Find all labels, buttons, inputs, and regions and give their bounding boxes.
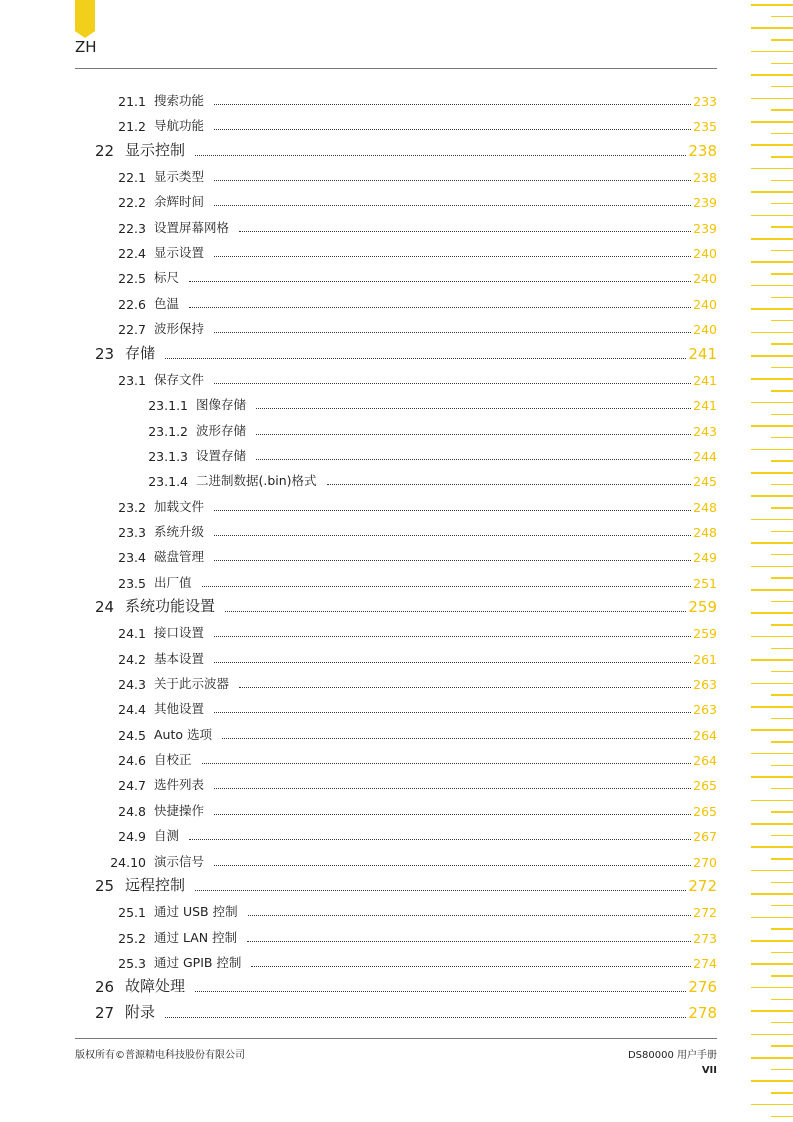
toc-entry-page: 240	[693, 322, 717, 338]
ruler-tick	[771, 1116, 793, 1118]
toc-leader-dots	[214, 205, 691, 206]
toc-entry-title: 加载文件	[154, 498, 205, 514]
toc-entry-title: 标尺	[154, 270, 180, 286]
ruler-tick	[751, 495, 793, 497]
footer-divider	[75, 1038, 717, 1039]
toc-entry-title: 系统功能设置	[125, 597, 216, 615]
toc-entry[interactable]	[108, 216, 717, 236]
ruler-tick	[751, 776, 793, 778]
copyright-text: 版权所有©普源精电科技股份有限公司	[75, 1050, 245, 1061]
toc-leader-dots	[256, 459, 691, 460]
toc-entry-page: 241	[693, 372, 717, 388]
toc-entry-page: 274	[693, 955, 717, 971]
toc-entry[interactable]	[108, 723, 717, 743]
toc-entry-number: 23.1	[118, 372, 146, 388]
ruler-tick	[751, 870, 793, 872]
ruler-tick	[751, 285, 793, 287]
toc-entry-page: 239	[693, 195, 717, 211]
ruler-tick	[771, 86, 793, 88]
toc-entry[interactable]	[108, 165, 717, 185]
toc-entry-page: 259	[688, 598, 717, 616]
ruler-tick	[771, 577, 793, 579]
toc-entry-number: 25.3	[118, 955, 146, 971]
toc-entry-page: 235	[693, 119, 717, 135]
toc-entry-number: 23.1.4	[148, 474, 188, 490]
ruler-tick	[771, 320, 793, 322]
ruler-tick	[771, 554, 793, 556]
ruler-tick	[751, 378, 793, 380]
ruler-tick	[751, 402, 793, 404]
ruler-tick	[771, 718, 793, 720]
toc-entry-number: 24.6	[118, 753, 146, 769]
page-number: VII	[701, 1065, 717, 1076]
ruler-tick	[771, 1069, 793, 1071]
toc-entry[interactable]	[95, 1002, 717, 1022]
ruler-tick	[751, 940, 793, 942]
ruler-tick	[771, 297, 793, 299]
toc-entry-page: 248	[693, 524, 717, 540]
ruler-tick	[751, 589, 793, 591]
ruler-tick	[751, 425, 793, 427]
toc-entry[interactable]	[140, 469, 717, 489]
toc-entry[interactable]	[108, 368, 717, 388]
toc-leader-dots	[189, 281, 691, 282]
ruler-tick	[771, 999, 793, 1001]
toc-entry-number: 24.7	[118, 778, 146, 794]
toc-entry-page: 267	[693, 829, 717, 845]
ruler-tick	[771, 788, 793, 790]
ruler-tick	[771, 250, 793, 252]
ruler-tick	[751, 823, 793, 825]
toc-entry[interactable]	[108, 241, 717, 261]
ruler-tick	[771, 1045, 793, 1047]
toc-entry[interactable]	[108, 672, 717, 692]
toc-entry-title: 通过 USB 控制	[154, 904, 238, 920]
ruler-tick	[771, 1092, 793, 1094]
toc-entry-title: 通过 GPIB 控制	[154, 954, 242, 970]
toc-leader-dots	[165, 358, 686, 359]
toc-entry[interactable]	[108, 926, 717, 946]
toc-entry-number: 24.3	[118, 677, 146, 693]
toc-entry-title: 远程控制	[125, 875, 186, 894]
ruler-tick	[751, 729, 793, 731]
ruler-tick	[751, 893, 793, 895]
toc-entry-title: 选件列表	[154, 777, 205, 793]
toc-entry-title: 设置屏幕网格	[154, 219, 230, 235]
toc-leader-dots	[214, 636, 691, 637]
toc-entry-number: 26	[95, 978, 115, 997]
toc-leader-dots	[214, 180, 691, 181]
toc-entry-number: 24.2	[118, 651, 146, 667]
toc-entry-title: 自校正	[154, 752, 192, 768]
toc-leader-dots	[195, 890, 686, 891]
toc-entry-number: 23.4	[118, 550, 146, 566]
toc-leader-dots	[214, 510, 691, 511]
toc-entry-number: 23.1.3	[148, 448, 188, 464]
toc-entry-title: 系统升级	[154, 523, 205, 539]
ruler-tick	[771, 952, 793, 954]
ruler-tick	[771, 648, 793, 650]
ruler-tick	[751, 449, 793, 451]
ruler-tick	[771, 226, 793, 228]
toc-entry-title: 图像存储	[196, 397, 247, 413]
ruler-tick	[771, 741, 793, 743]
ruler-tick	[751, 472, 793, 474]
ruler-tick	[751, 612, 793, 614]
toc-entry-page: 263	[693, 677, 717, 693]
chapter-tab-marker	[75, 0, 95, 38]
toc-leader-dots	[202, 763, 692, 764]
ruler-tick	[751, 846, 793, 848]
toc-entry-number: 27	[95, 1003, 115, 1022]
toc-entry[interactable]	[95, 596, 717, 616]
toc-leader-dots	[165, 1017, 686, 1018]
ruler-tick	[751, 144, 793, 146]
toc-leader-dots	[327, 484, 692, 485]
toc-entry-title: 附录	[125, 1002, 156, 1021]
toc-entry-number: 22	[95, 141, 115, 160]
toc-entry-page: 248	[693, 499, 717, 515]
ruler-tick	[751, 659, 793, 661]
toc-entry-page: 263	[693, 702, 717, 718]
toc-leader-dots	[214, 788, 691, 789]
toc-entry-page: 276	[688, 978, 717, 997]
toc-entry[interactable]	[108, 951, 717, 971]
toc-leader-dots	[202, 586, 692, 587]
toc-entry-number: 24.8	[118, 803, 146, 819]
toc-entry[interactable]	[108, 190, 717, 210]
ruler-tick	[771, 367, 793, 369]
toc-leader-dots	[214, 129, 691, 130]
toc-entry[interactable]	[108, 799, 717, 819]
ruler-tick	[771, 390, 793, 392]
language-label: ZH	[75, 38, 97, 56]
toc-entry-title: 通过 LAN 控制	[154, 929, 238, 945]
toc-entry-page: 240	[693, 296, 717, 312]
toc-entry-page: 241	[693, 398, 717, 414]
toc-entry-title: 波形存储	[196, 422, 247, 438]
toc-entry-page: 278	[688, 1003, 717, 1022]
toc-leader-dots	[239, 687, 691, 688]
toc-entry-number: 24.5	[118, 727, 146, 743]
ruler-tick	[771, 16, 793, 18]
toc-leader-dots	[214, 560, 691, 561]
toc-entry-number: 25.2	[118, 930, 146, 946]
ruler-tick	[771, 1022, 793, 1024]
manual-title: DS80000 用户手册	[627, 1050, 717, 1061]
ruler-tick	[771, 437, 793, 439]
toc-entry-title: 关于此示波器	[154, 676, 230, 692]
toc-entry[interactable]	[108, 89, 717, 109]
toc-entry-page: 240	[693, 271, 717, 287]
header-divider	[75, 68, 717, 69]
toc-leader-dots	[195, 155, 686, 156]
ruler-tick	[751, 1010, 793, 1012]
toc-leader-dots	[214, 662, 691, 663]
toc-entry-page: 233	[693, 94, 717, 109]
ruler-tick	[751, 332, 793, 334]
toc-entry[interactable]	[108, 697, 717, 717]
toc-entry-title: 余辉时间	[154, 194, 205, 210]
ruler-tick	[751, 51, 793, 53]
ruler-tick	[751, 753, 793, 755]
toc-entry[interactable]	[95, 343, 717, 363]
ruler-tick	[751, 121, 793, 123]
toc-leader-dots	[214, 383, 691, 384]
toc-entry-number: 23.3	[118, 524, 146, 540]
toc-entry-page: 272	[688, 876, 717, 895]
toc-leader-dots	[251, 966, 691, 967]
ruler-tick	[771, 133, 793, 135]
side-ruler-decoration	[745, 0, 793, 1122]
toc-entry-number: 23.1.1	[148, 398, 188, 414]
ruler-tick	[771, 63, 793, 65]
toc-entry-number: 23.2	[118, 499, 146, 515]
ruler-tick	[771, 694, 793, 696]
ruler-tick	[751, 191, 793, 193]
toc-leader-dots	[256, 408, 691, 409]
toc-entry[interactable]	[108, 266, 717, 286]
ruler-tick	[751, 542, 793, 544]
toc-entry-page: 265	[693, 778, 717, 794]
toc-entry-page: 264	[693, 753, 717, 769]
ruler-tick	[771, 601, 793, 603]
toc-entry-page: 270	[693, 854, 717, 870]
toc-entry[interactable]	[108, 520, 717, 540]
toc-entry-page: 273	[693, 930, 717, 946]
toc-leader-dots	[189, 307, 691, 308]
ruler-tick	[771, 975, 793, 977]
toc-entry[interactable]	[108, 571, 717, 591]
toc-entry-title: 保存文件	[154, 371, 205, 387]
ruler-tick	[771, 858, 793, 860]
ruler-tick	[771, 156, 793, 158]
toc-entry-page: 241	[688, 344, 717, 363]
toc-entry-number: 22.1	[118, 170, 146, 186]
toc-entry-number: 24.4	[118, 702, 146, 718]
toc-leader-dots	[214, 712, 691, 713]
ruler-tick	[771, 109, 793, 111]
ruler-tick	[751, 963, 793, 965]
toc-leader-dots	[214, 256, 691, 257]
ruler-tick	[751, 800, 793, 802]
toc-entry-number: 22.7	[118, 322, 146, 338]
toc-entry-number: 22.6	[118, 296, 146, 312]
toc-leader-dots	[248, 915, 692, 916]
ruler-tick	[771, 39, 793, 41]
ruler-tick	[751, 706, 793, 708]
toc-leader-dots	[239, 231, 691, 232]
toc-entry[interactable]	[108, 545, 717, 565]
ruler-tick	[751, 917, 793, 919]
toc-leader-dots	[195, 991, 686, 992]
ruler-tick	[771, 765, 793, 767]
toc-leader-dots	[214, 104, 691, 105]
toc-entry-title: 导航功能	[154, 118, 205, 134]
ruler-tick	[771, 671, 793, 673]
toc-entry[interactable]	[108, 292, 717, 312]
toc-leader-dots	[189, 839, 691, 840]
toc-entry-page: 239	[693, 220, 717, 236]
toc-entry-number: 24.1	[118, 626, 146, 642]
toc-leader-dots	[222, 738, 691, 739]
ruler-tick	[771, 507, 793, 509]
ruler-tick	[751, 519, 793, 521]
toc-entry[interactable]	[108, 824, 717, 844]
toc-entry[interactable]	[140, 444, 717, 464]
ruler-tick	[751, 566, 793, 568]
ruler-tick	[751, 636, 793, 638]
toc-entry[interactable]	[140, 419, 717, 439]
toc-entry-title: 故障处理	[125, 977, 186, 996]
toc-leader-dots	[214, 865, 691, 866]
toc-entry[interactable]	[95, 875, 717, 895]
toc-entry[interactable]	[108, 114, 717, 134]
ruler-tick	[771, 928, 793, 930]
toc-entry-title: 波形保持	[154, 321, 205, 337]
toc-entry-title: 其他设置	[154, 701, 205, 717]
toc-entry-page: 240	[693, 246, 717, 262]
toc-entry-number: 23.1.2	[148, 423, 188, 439]
toc-entry-title: 显示控制	[125, 140, 186, 159]
toc-entry-title: 基本设置	[154, 650, 205, 666]
ruler-tick	[771, 414, 793, 416]
ruler-tick	[771, 882, 793, 884]
ruler-tick	[771, 343, 793, 345]
toc-entry-number: 24	[95, 598, 115, 616]
toc-entry-title: Auto 选项	[154, 726, 212, 742]
ruler-tick	[771, 624, 793, 626]
toc-entry-page: 249	[693, 550, 717, 566]
ruler-tick	[771, 531, 793, 533]
toc-entry-page: 251	[693, 575, 717, 591]
ruler-tick	[751, 98, 793, 100]
ruler-tick	[771, 460, 793, 462]
ruler-tick	[771, 835, 793, 837]
toc-entry-page: 238	[693, 170, 717, 186]
toc-leader-dots	[214, 332, 691, 333]
ruler-tick	[751, 987, 793, 989]
toc-entry-title: 存储	[125, 343, 156, 362]
toc-entry-title: 自测	[154, 828, 180, 844]
toc-entry[interactable]	[108, 495, 717, 515]
toc-entry-page: 245	[693, 474, 717, 490]
toc-entry[interactable]	[108, 621, 717, 641]
ruler-tick	[771, 905, 793, 907]
toc-entry[interactable]	[108, 850, 717, 870]
toc-entry-number: 22.5	[118, 271, 146, 287]
toc-leader-dots	[214, 535, 691, 536]
ruler-tick	[751, 1080, 793, 1082]
toc-entry[interactable]	[95, 140, 717, 160]
toc-entry-page: 264	[693, 727, 717, 743]
ruler-tick	[771, 273, 793, 275]
ruler-tick	[751, 74, 793, 76]
ruler-tick	[751, 1104, 793, 1106]
toc-entry-number: 25	[95, 876, 115, 895]
ruler-tick	[751, 27, 793, 29]
ruler-tick	[751, 1034, 793, 1036]
toc-entry[interactable]	[108, 748, 717, 768]
toc-entry-page: 259	[693, 626, 717, 642]
ruler-tick	[751, 355, 793, 357]
ruler-tick	[751, 261, 793, 263]
toc-entry-page: 261	[693, 651, 717, 667]
toc-leader-dots	[256, 434, 691, 435]
toc-entry-number: 23.5	[118, 575, 146, 591]
toc-entry-page: 272	[693, 905, 717, 921]
ruler-tick	[751, 308, 793, 310]
toc-entry[interactable]	[108, 900, 717, 920]
toc-entry-number: 24.10	[110, 854, 146, 870]
ruler-tick	[751, 215, 793, 217]
toc-entry-number: 22.4	[118, 246, 146, 262]
ruler-tick	[771, 180, 793, 182]
toc-entry[interactable]	[108, 773, 717, 793]
toc-entry-number: 21.2	[118, 119, 146, 135]
toc-leader-dots	[214, 814, 691, 815]
toc-entry-title: 快捷操作	[154, 802, 205, 818]
toc-entry-number: 25.1	[118, 905, 146, 921]
ruler-tick	[751, 238, 793, 240]
toc-entry[interactable]	[108, 317, 717, 337]
toc-entry-page: 243	[693, 423, 717, 439]
toc-entry-title: 磁盘管理	[154, 549, 205, 565]
toc-leader-dots	[225, 611, 686, 612]
toc-entry-number: 21.1	[118, 94, 146, 109]
toc-entry-title: 搜索功能	[154, 93, 205, 108]
toc-entry-title: 出厂值	[154, 574, 192, 590]
toc-entry-number: 22.2	[118, 195, 146, 211]
toc-entry[interactable]	[95, 976, 717, 996]
toc-entry-title: 二进制数据(.bin)格式	[196, 473, 317, 489]
toc-entry-title: 演示信号	[154, 853, 205, 869]
toc-entry-page: 244	[693, 448, 717, 464]
ruler-tick	[771, 203, 793, 205]
ruler-tick	[751, 683, 793, 685]
toc-entry-page: 265	[693, 803, 717, 819]
toc-entry-title: 接口设置	[154, 625, 205, 641]
ruler-tick	[751, 4, 793, 6]
toc-entry-title: 显示设置	[154, 245, 205, 261]
toc-entry[interactable]	[140, 393, 717, 413]
toc-entry-title: 设置存储	[196, 447, 247, 463]
toc-leader-dots	[247, 941, 691, 942]
ruler-tick	[771, 484, 793, 486]
toc-entry-number: 24.9	[118, 829, 146, 845]
ruler-tick	[751, 1057, 793, 1059]
toc-entry-title: 显示类型	[154, 169, 205, 185]
ruler-tick	[751, 168, 793, 170]
toc-entry-title: 色温	[154, 295, 180, 311]
toc-entry[interactable]	[108, 647, 717, 667]
toc-entry-number: 23	[95, 344, 115, 363]
ruler-tick	[771, 811, 793, 813]
toc-entry-page: 238	[688, 141, 717, 160]
toc-entry-number: 22.3	[118, 220, 146, 236]
